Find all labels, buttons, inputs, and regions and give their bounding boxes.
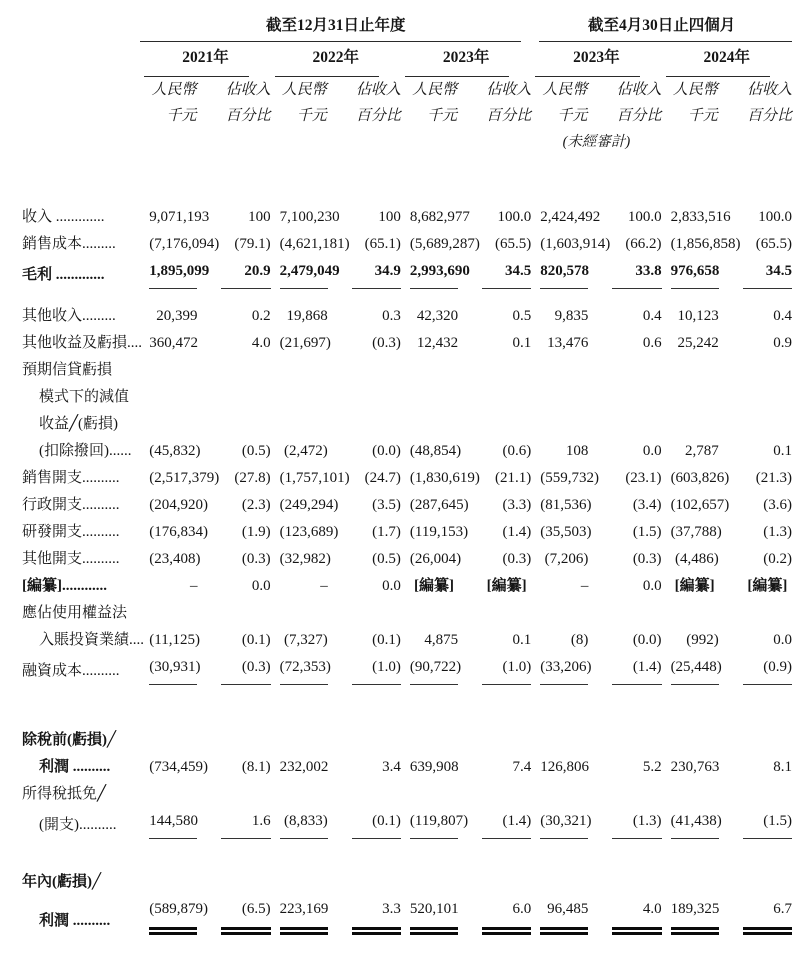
value-cell: (3.4) bbox=[632, 497, 662, 513]
value-cell: (33,206) bbox=[531, 654, 603, 685]
value-cell: (603,826) bbox=[670, 470, 730, 486]
value-cell: (32,982) bbox=[279, 551, 331, 567]
value-cell: (0.5) bbox=[241, 443, 271, 459]
table-row bbox=[22, 303, 792, 330]
table-row bbox=[22, 600, 792, 627]
period-annual-title: 截至12月31日止年度 bbox=[266, 17, 406, 34]
value-cell: 6.0 bbox=[473, 896, 531, 935]
value-cell: 108 bbox=[565, 443, 589, 459]
value-cell: (24.7) bbox=[364, 470, 401, 486]
row-label: 收益╱(虧損) bbox=[39, 416, 119, 432]
unit-thousand: 千元 bbox=[557, 108, 588, 124]
value-cell: 100 bbox=[378, 209, 401, 225]
value-cell: [編纂] bbox=[414, 578, 454, 594]
table-row bbox=[22, 869, 792, 896]
value-cell: (79.1) bbox=[234, 236, 271, 252]
value-cell: (23,408) bbox=[149, 551, 201, 567]
value-cell: (0.0) bbox=[372, 443, 401, 459]
value-cell: (4,621,181) bbox=[279, 236, 350, 252]
value-cell: 8.1 bbox=[773, 759, 792, 775]
value-cell: (2,472) bbox=[284, 443, 328, 459]
value-cell: (90,722) bbox=[401, 654, 473, 685]
value-cell: – bbox=[320, 578, 328, 594]
value-cell: 0.0 bbox=[642, 578, 662, 594]
value-cell: 6.7 bbox=[734, 896, 792, 935]
value-cell: 19,868 bbox=[286, 308, 328, 324]
value-cell: (0.1) bbox=[343, 808, 401, 839]
value-cell: (1,856,858) bbox=[670, 236, 741, 252]
value-cell: (1.9) bbox=[241, 524, 271, 540]
unaudited-row bbox=[22, 129, 792, 156]
value-cell: (6.5) bbox=[212, 896, 270, 935]
value-cell: (176,834) bbox=[149, 524, 209, 540]
unit-rmb: 人民幣 bbox=[542, 82, 588, 98]
table-row bbox=[22, 519, 792, 546]
value-cell: (66.2) bbox=[625, 236, 662, 252]
table-row bbox=[22, 654, 792, 685]
table-row bbox=[22, 781, 792, 808]
value-cell: 34.5 bbox=[734, 258, 792, 289]
table-row bbox=[22, 754, 792, 781]
value-cell: 230,763 bbox=[670, 759, 720, 775]
unit-rmb: 人民幣 bbox=[151, 82, 197, 98]
row-label: 融資成本.......... bbox=[22, 663, 120, 679]
unit-thousand: 千元 bbox=[166, 108, 197, 124]
value-cell: 34.5 bbox=[473, 258, 531, 289]
value-cell: 100.0 bbox=[497, 209, 532, 225]
value-cell: 12,432 bbox=[416, 335, 459, 351]
value-cell: 232,002 bbox=[279, 759, 329, 775]
value-cell: (0.6) bbox=[502, 443, 532, 459]
value-cell: 10,123 bbox=[677, 308, 719, 324]
value-cell: (0.3) bbox=[502, 551, 532, 567]
year-2023-interim: 2023年 bbox=[531, 42, 661, 77]
value-cell: 96,485 bbox=[531, 896, 603, 935]
value-cell: (992) bbox=[686, 632, 719, 648]
value-cell: (1.5) bbox=[734, 808, 792, 839]
value-cell: (0.3) bbox=[632, 551, 662, 567]
row-label: 毛利 ............. bbox=[22, 267, 105, 283]
row-label: 模式下的減值 bbox=[39, 389, 130, 405]
value-cell: 34.9 bbox=[343, 258, 401, 289]
value-cell: 0.4 bbox=[642, 308, 662, 324]
period-interim-title: 截至4月30日止四個月 bbox=[587, 17, 736, 34]
value-cell: 0.4 bbox=[773, 308, 792, 324]
unit-pct: 百分比 bbox=[746, 108, 792, 124]
year-2024: 2024年 bbox=[662, 42, 792, 77]
value-cell: 13,476 bbox=[547, 335, 589, 351]
value-cell: 20,399 bbox=[156, 308, 198, 324]
period-interim bbox=[531, 14, 792, 42]
value-cell: 9,071,193 bbox=[149, 209, 210, 225]
unit-share: 佔收入 bbox=[355, 82, 401, 98]
unaudited-note: (未經審計) bbox=[562, 134, 631, 150]
unit-share: 佔收入 bbox=[486, 82, 532, 98]
value-cell: (8,833) bbox=[271, 808, 343, 839]
section-gap bbox=[22, 685, 792, 727]
value-cell: 144,580 bbox=[140, 808, 212, 839]
value-cell: (3.6) bbox=[763, 497, 792, 513]
value-cell: 223,169 bbox=[271, 896, 343, 935]
table-row bbox=[22, 258, 792, 289]
value-cell: (8.1) bbox=[241, 759, 271, 775]
value-cell: (249,294) bbox=[279, 497, 339, 513]
value-cell: – bbox=[189, 578, 198, 594]
value-cell: (21.3) bbox=[755, 470, 792, 486]
value-cell: 8,682,977 bbox=[409, 209, 470, 225]
value-cell: 0.0 bbox=[382, 578, 401, 594]
value-cell: (0.3) bbox=[372, 335, 401, 351]
value-cell: 2,833,516 bbox=[670, 209, 731, 225]
value-cell: [編纂] bbox=[486, 578, 527, 594]
value-cell: (589,879) bbox=[140, 896, 212, 935]
year-header-row bbox=[22, 42, 792, 77]
value-cell: (26,004) bbox=[409, 551, 462, 567]
row-label: 年內(虧損)╱ bbox=[22, 874, 102, 890]
value-cell: (1.5) bbox=[632, 524, 662, 540]
value-cell: (1,757,101) bbox=[279, 470, 350, 486]
table-row bbox=[22, 231, 792, 258]
period-header-row bbox=[22, 14, 792, 42]
value-cell: (65.5) bbox=[755, 236, 792, 252]
value-cell: (1.7) bbox=[372, 524, 401, 540]
unit-rmb: 人民幣 bbox=[412, 82, 458, 98]
value-cell: 5.2 bbox=[642, 759, 662, 775]
row-label: 行政開支.......... bbox=[22, 497, 120, 513]
value-cell: 3.4 bbox=[382, 759, 401, 775]
row-label: 利潤 .......... bbox=[39, 913, 111, 929]
row-label: 入賬投資業績.... bbox=[39, 632, 145, 648]
value-cell: (72,353) bbox=[271, 654, 343, 685]
value-cell: 7,100,230 bbox=[279, 209, 340, 225]
value-cell: 4,875 bbox=[424, 632, 459, 648]
value-cell: (734,459) bbox=[149, 759, 209, 775]
table-row bbox=[22, 627, 792, 654]
table-row bbox=[22, 896, 792, 935]
value-cell: (0.9) bbox=[734, 654, 792, 685]
value-cell: 189,325 bbox=[662, 896, 734, 935]
row-label: 除稅前(虧損)╱ bbox=[22, 732, 117, 748]
value-cell: (1.4) bbox=[502, 524, 532, 540]
row-label: 銷售成本......... bbox=[22, 236, 116, 252]
value-cell: 639,908 bbox=[409, 759, 459, 775]
table-row bbox=[22, 411, 792, 438]
value-cell: (3.5) bbox=[372, 497, 401, 513]
value-cell: (37,788) bbox=[670, 524, 722, 540]
unit-thousand: 千元 bbox=[296, 108, 327, 124]
value-cell: (119,153) bbox=[409, 524, 469, 540]
value-cell: 0.0 bbox=[773, 632, 792, 648]
value-cell: (119,807) bbox=[401, 808, 473, 839]
value-cell: 20.9 bbox=[212, 258, 270, 289]
table-row bbox=[22, 438, 792, 465]
value-cell: (11,125) bbox=[149, 632, 200, 648]
value-cell: 4.0 bbox=[603, 896, 661, 935]
row-label: (扣除撥回)...... bbox=[39, 443, 132, 459]
value-cell: 4.0 bbox=[251, 335, 271, 351]
value-cell: 820,578 bbox=[531, 258, 603, 289]
value-cell: (25,448) bbox=[662, 654, 734, 685]
value-cell: (35,503) bbox=[540, 524, 592, 540]
table-row bbox=[22, 808, 792, 839]
table-row bbox=[22, 573, 792, 600]
value-cell: 0.0 bbox=[251, 578, 271, 594]
value-cell: (45,832) bbox=[149, 443, 201, 459]
row-label: [編纂]............ bbox=[22, 578, 107, 594]
row-label: 利潤 .......... bbox=[39, 759, 111, 775]
table-row bbox=[22, 384, 792, 411]
value-cell: (2,517,379) bbox=[149, 470, 220, 486]
value-cell: 0.5 bbox=[512, 308, 532, 324]
unit-thousand: 千元 bbox=[687, 108, 718, 124]
row-label: 銷售開支.......... bbox=[22, 470, 120, 486]
unit-header-row-2 bbox=[22, 103, 792, 129]
table-row bbox=[22, 357, 792, 384]
value-cell: 9,835 bbox=[554, 308, 589, 324]
value-cell: (102,657) bbox=[670, 497, 730, 513]
value-cell: (7,327) bbox=[284, 632, 328, 648]
value-cell: 2,424,492 bbox=[540, 209, 601, 225]
value-cell: (1.0) bbox=[473, 654, 531, 685]
value-cell: (21,697) bbox=[279, 335, 331, 351]
value-cell: 520,101 bbox=[401, 896, 473, 935]
value-cell: (1.4) bbox=[603, 654, 661, 685]
value-cell: (30,931) bbox=[140, 654, 212, 685]
header-gap bbox=[22, 156, 792, 204]
unit-pct: 百分比 bbox=[616, 108, 662, 124]
value-cell: (1,830,619) bbox=[409, 470, 480, 486]
section-gap bbox=[22, 289, 792, 303]
value-cell: 0.6 bbox=[642, 335, 662, 351]
value-cell: 0.0 bbox=[642, 443, 662, 459]
value-cell: (0.3) bbox=[241, 551, 271, 567]
value-cell: (4,486) bbox=[674, 551, 719, 567]
value-cell: 100 bbox=[248, 209, 271, 225]
table-body bbox=[22, 204, 792, 935]
value-cell: (1,603,914) bbox=[540, 236, 611, 252]
value-cell: 0.9 bbox=[773, 335, 792, 351]
value-cell: 0.1 bbox=[773, 443, 792, 459]
table-header bbox=[22, 14, 792, 204]
value-cell: (7,176,094) bbox=[149, 236, 220, 252]
unit-pct: 百分比 bbox=[225, 108, 271, 124]
value-cell: 33.8 bbox=[603, 258, 661, 289]
value-cell: [編纂] bbox=[747, 578, 788, 594]
value-cell: 976,658 bbox=[662, 258, 734, 289]
row-label: 其他收入......... bbox=[22, 308, 116, 324]
value-cell: (5,689,287) bbox=[409, 236, 480, 252]
value-cell: – bbox=[580, 578, 589, 594]
value-cell: (30,321) bbox=[531, 808, 603, 839]
value-cell: 2,479,049 bbox=[271, 258, 343, 289]
value-cell: (81,536) bbox=[540, 497, 592, 513]
value-cell: (65.5) bbox=[495, 236, 532, 252]
value-cell: (123,689) bbox=[279, 524, 339, 540]
value-cell: (1.4) bbox=[473, 808, 531, 839]
unit-pct: 百分比 bbox=[486, 108, 532, 124]
value-cell: (65.1) bbox=[364, 236, 401, 252]
unit-thousand: 千元 bbox=[427, 108, 458, 124]
value-cell: (1.0) bbox=[343, 654, 401, 685]
unit-header-row-1 bbox=[22, 77, 792, 103]
value-cell: 7.4 bbox=[512, 759, 532, 775]
year-2022: 2022年 bbox=[271, 42, 401, 77]
value-cell: 1.6 bbox=[212, 808, 270, 839]
value-cell: (0.2) bbox=[763, 551, 792, 567]
value-cell: (3.3) bbox=[502, 497, 532, 513]
value-cell: (0.0) bbox=[632, 632, 662, 648]
value-cell: (7,206) bbox=[544, 551, 589, 567]
value-cell: (21.1) bbox=[495, 470, 532, 486]
unit-share: 佔收入 bbox=[746, 82, 792, 98]
table-row bbox=[22, 492, 792, 519]
value-cell: (23.1) bbox=[625, 470, 662, 486]
unit-pct: 百分比 bbox=[355, 108, 401, 124]
value-cell: 1,895,099 bbox=[140, 258, 212, 289]
row-label: 研發開支.......... bbox=[22, 524, 120, 540]
value-cell: 126,806 bbox=[540, 759, 589, 775]
value-cell: (0.1) bbox=[241, 632, 271, 648]
value-cell: (27.8) bbox=[234, 470, 271, 486]
label-col-spacer bbox=[22, 14, 140, 42]
year-2021: 2021年 bbox=[140, 42, 270, 77]
row-label: 應佔使用權益法 bbox=[22, 605, 128, 621]
value-cell: 25,242 bbox=[677, 335, 719, 351]
table-row bbox=[22, 727, 792, 754]
value-cell: 0.3 bbox=[382, 308, 401, 324]
value-cell: (204,920) bbox=[149, 497, 209, 513]
value-cell: (0.3) bbox=[212, 654, 270, 685]
value-cell: (1.3) bbox=[603, 808, 661, 839]
value-cell: (2.3) bbox=[241, 497, 271, 513]
value-cell: 0.1 bbox=[512, 335, 532, 351]
row-label: 所得稅抵免╱ bbox=[22, 786, 107, 802]
row-label: 預期信貸虧損 bbox=[22, 362, 113, 378]
value-cell: (559,732) bbox=[540, 470, 599, 486]
value-cell: 42,320 bbox=[416, 308, 459, 324]
row-label: 其他開支.......... bbox=[22, 551, 120, 567]
value-cell: 100.0 bbox=[758, 209, 792, 225]
period-annual bbox=[140, 14, 531, 42]
table-row bbox=[22, 546, 792, 573]
value-cell: [編纂] bbox=[674, 578, 715, 594]
value-cell: 100.0 bbox=[627, 209, 662, 225]
value-cell: (0.5) bbox=[372, 551, 401, 567]
unit-rmb: 人民幣 bbox=[672, 82, 718, 98]
unit-rmb: 人民幣 bbox=[281, 82, 327, 98]
unit-share: 佔收入 bbox=[616, 82, 662, 98]
value-cell: 2,787 bbox=[684, 443, 719, 459]
unit-share: 佔收入 bbox=[225, 82, 271, 98]
value-cell: (41,438) bbox=[662, 808, 734, 839]
value-cell: 0.2 bbox=[251, 308, 271, 324]
row-label: 收入 ............. bbox=[22, 209, 105, 225]
value-cell: 2,993,690 bbox=[401, 258, 473, 289]
value-cell: (287,645) bbox=[409, 497, 469, 513]
financial-table bbox=[22, 14, 792, 935]
table-row bbox=[22, 465, 792, 492]
value-cell: 360,472 bbox=[149, 335, 199, 351]
section-gap bbox=[22, 839, 792, 869]
value-cell: 3.3 bbox=[343, 896, 401, 935]
value-cell: 0.1 bbox=[512, 632, 532, 648]
value-cell: (0.1) bbox=[372, 632, 401, 648]
year-2023: 2023年 bbox=[401, 42, 531, 77]
value-cell: (1.3) bbox=[763, 524, 792, 540]
row-label: (開支).......... bbox=[39, 817, 117, 833]
row-label: 其他收益及虧損.... bbox=[22, 335, 143, 351]
value-cell: (8) bbox=[570, 632, 589, 648]
table-row bbox=[22, 330, 792, 357]
value-cell: (48,854) bbox=[409, 443, 462, 459]
table-row bbox=[22, 204, 792, 231]
